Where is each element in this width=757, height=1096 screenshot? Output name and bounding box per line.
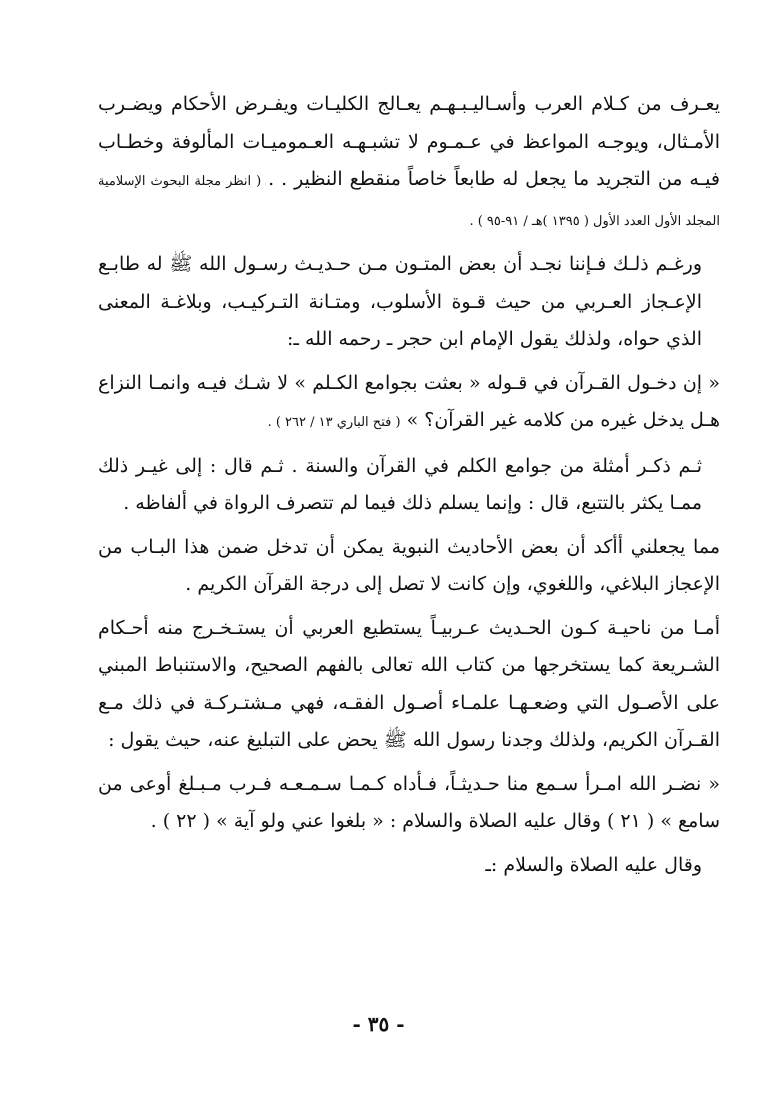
quote-ibn-hajar: « إن دخـول القـرآن في قـوله « بعثت بجوامع الكـلم » لا شـك فيـه وانمـا النزاع هـل يدخل غيره من كلامه غير القرآن؟ »: [98, 371, 720, 431]
paragraph-2: ورغـم ذلـك فـإننا نجـد أن بعض المتـون مـن حـديـث رسـول الله ﷺ له طابـع الإعـجاز العـربي من حيث قـوة الأسلوب، ومتـانة التـركيـب، وبلاغـة المعنى الذي حواه، ولذلك يقول الإمام ابن حجر ـ رحمه الله ـ:: [98, 253, 702, 350]
citation-note-2: ( فتح الباري ١٣ / ٢٦٢ ) .: [267, 415, 401, 430]
paragraph-8: وقال عليه الصلاة والسلام :ـ: [485, 853, 702, 876]
paragraph-5: مما يجعلني أأكد أن بعض الأحاديث النبوية يمكن أن تدخل ضمن هذا البـاب من الإعجاز البلاغي، واللغوي، وإن كانت لا تصل إلى درجة القرآن الكريم .: [98, 535, 720, 595]
paragraph-1: [98, 86, 720, 240]
paragraph-4: ثـم ذكـر أمثلة من جوامع الكلم في القرآن والسنة . ثـم قال : إلى غيـر ذلك ممـا يكثر بالتتبع، قال : وإنما يسلم ذلك فيما لم تتصرف الرواة في ألفاظه .: [98, 454, 702, 514]
paragraph-3: [98, 365, 720, 442]
body-text: [98, 86, 720, 884]
paragraph-6: أمـا من ناحيـة كـون الحـديث عـربيـاً يستطيع العربي أن يستـخـرج منه أحـكام الشـريعة كما يستخرجها من كتاب الله تعالى بالفهم الصحيح، والاستنباط المبني على الأصـول التي وضعـهـا علمـاء أصـول الفقـه، فهي مـشتـركـة في ذلك مـع القـرآن الكريم، ولذلك وجدنا رسول الله ﷺ يحض على التبليغ عنه، حيث يقول :: [98, 616, 720, 751]
page-number: - ٣٥ -: [352, 1012, 405, 1036]
citation-note-1: ( انظر مجلة البحوث الإسلامية المجلد الأول العدد الأول ( ١٣٩٥ )هـ / ٩١-٩٥ ) .: [98, 174, 720, 229]
paragraph-7: « نضـر الله امـرأ سـمع منا حـديثـاً، فـأداه كـمـا سـمـعـه فـرب مـبـلغ أوعى من سامع » ( ٢١ ) وقال عليه الصلاة والسلام : « بلغوا عني ولو آية » ( ٢٢ ) .: [98, 772, 720, 832]
paragraph-1-text: يعـرف من كـلام العرب وأسـاليـبـهـم يعـالج الكليـات ويفـرض الأحكام ويضـرب الأمـثال، ويوجـه المواعظ في عـمـوم لا تشبـهـه العـموميـات المألوفة وخطـاب فيـه من التجريد ما يجعل له طابعاً خاصاً منقطع النظير . .: [98, 93, 720, 190]
